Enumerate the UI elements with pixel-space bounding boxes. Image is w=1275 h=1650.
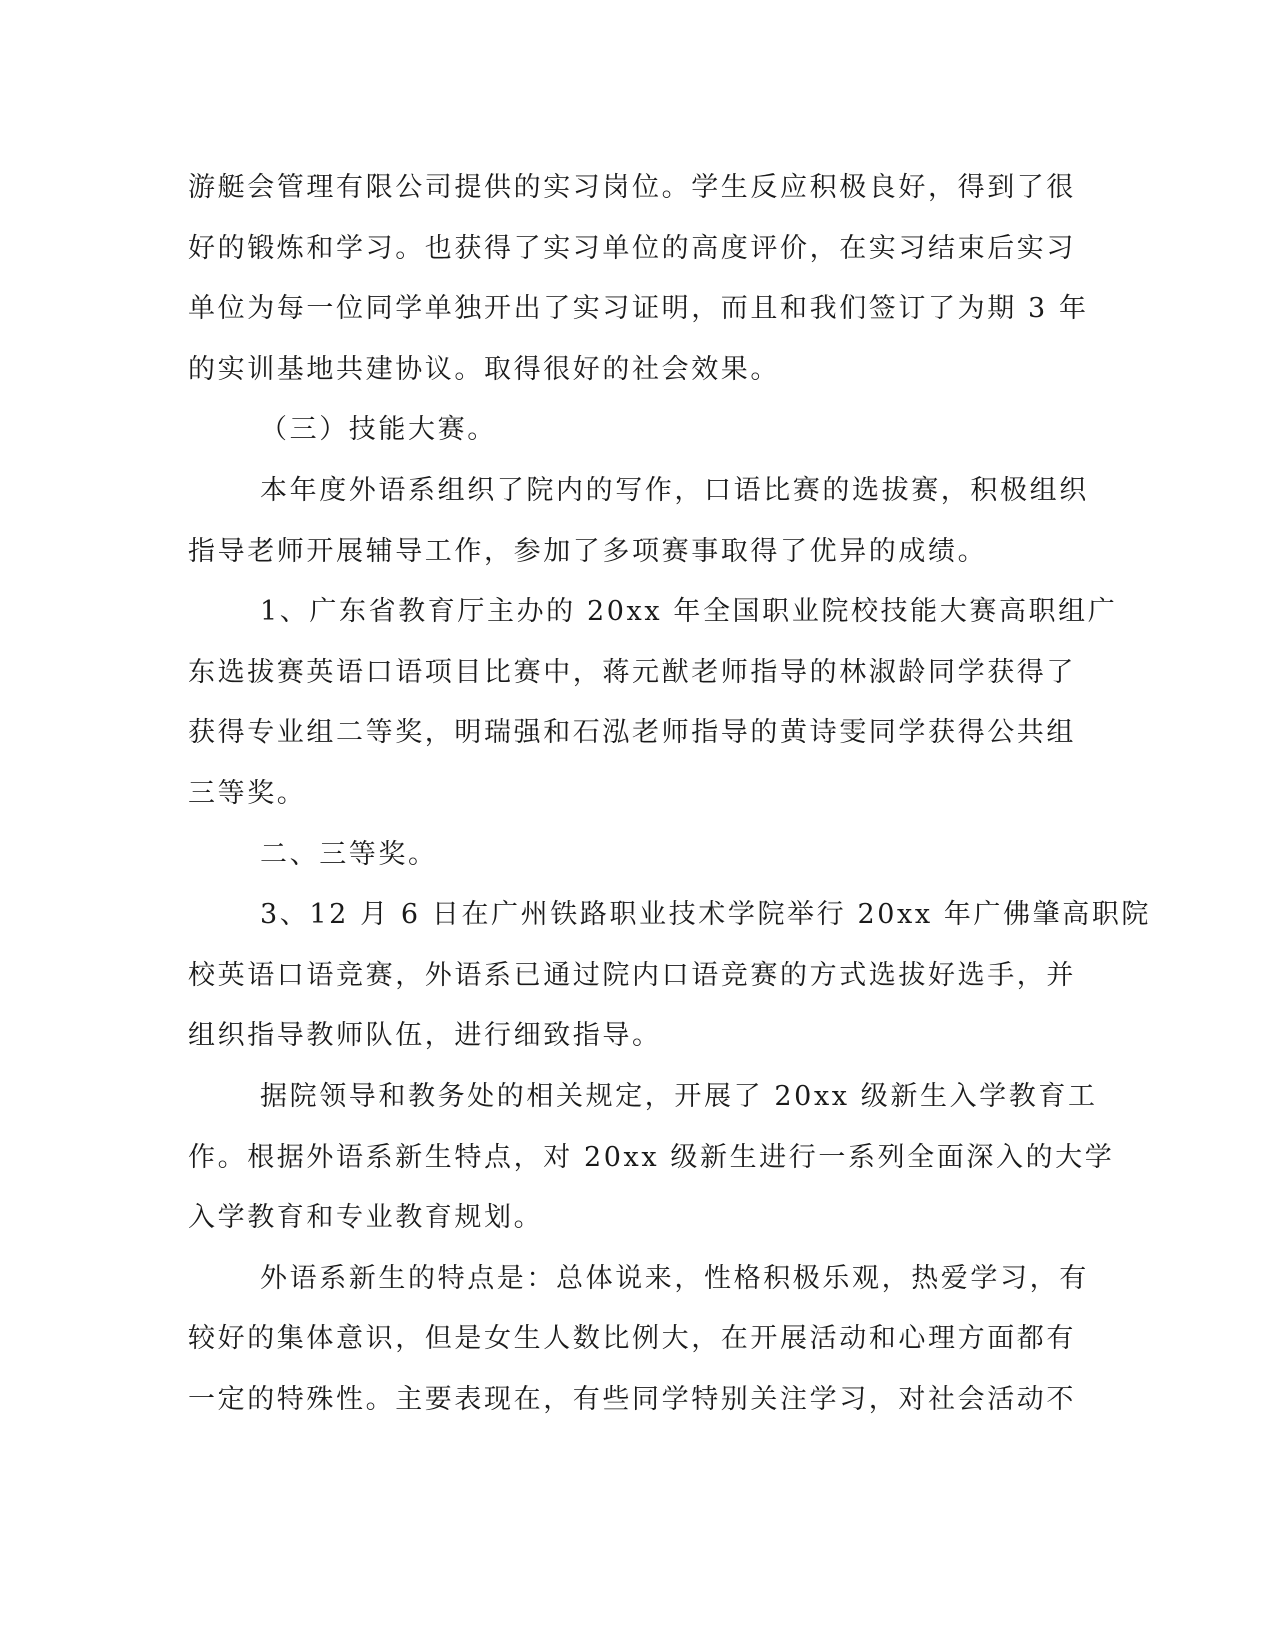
text-line: 的实训基地共建协议。取得很好的社会效果。 (188, 353, 780, 385)
text-line: 组织指导教师队伍，进行细致指导。 (188, 1020, 662, 1052)
text-line: 一定的特殊性。主要表现在，有些同学特别关注学习，对社会活动不 (188, 1383, 1076, 1415)
text-line: 较好的集体意识，但是女生人数比例大，在开展活动和心理方面都有 (188, 1323, 1076, 1355)
text-line: 单位为每一位同学单独开出了实习证明，而且和我们签订了为期 3 年 (188, 293, 1089, 325)
section-heading: （三）技能大赛。 (260, 414, 497, 446)
text-line: 据院领导和教务处的相关规定，开展了 20xx 级新生入学教育工 (260, 1080, 1098, 1112)
text-line: 1、广东省教育厅主办的 20xx 年全国职业院校技能大赛高职组广 (260, 596, 1118, 628)
text-line: 二、三等奖。 (260, 838, 438, 870)
text-line: 3、12 月 6 日在广州铁路职业技术学院举行 20xx 年广佛肇高职院 (260, 899, 1152, 931)
text-line: 指导老师开展辅导工作，参加了多项赛事取得了优异的成绩。 (188, 535, 988, 567)
text-line: 本年度外语系组织了院内的写作，口语比赛的选拔赛，积极组织 (260, 474, 1089, 506)
text-line: 作。根据外语系新生特点，对 20xx 级新生进行一系列全面深入的大学 (188, 1141, 1115, 1173)
text-line: 东选拔赛英语口语项目比赛中，蒋元猷老师指导的林淑龄同学获得了 (188, 656, 1076, 688)
text-line: 校英语口语竞赛，外语系已通过院内口语竞赛的方式选拔好选手，并 (188, 959, 1076, 991)
text-line: 入学教育和专业教育规划。 (188, 1202, 544, 1234)
text-line: 外语系新生的特点是：总体说来，性格积极乐观，热爱学习，有 (260, 1262, 1089, 1294)
text-line: 三等奖。 (188, 777, 307, 809)
text-line: 好的锻炼和学习。也获得了实习单位的高度评价，在实习结束后实习 (188, 232, 1076, 264)
body-text (188, 158, 1152, 1430)
text-line: 获得专业组二等奖，明瑞强和石泓老师指导的黄诗雯同学获得公共组 (188, 717, 1076, 749)
text-line: 游艇会管理有限公司提供的实习岗位。学生反应积极良好，得到了很 (188, 172, 1076, 203)
